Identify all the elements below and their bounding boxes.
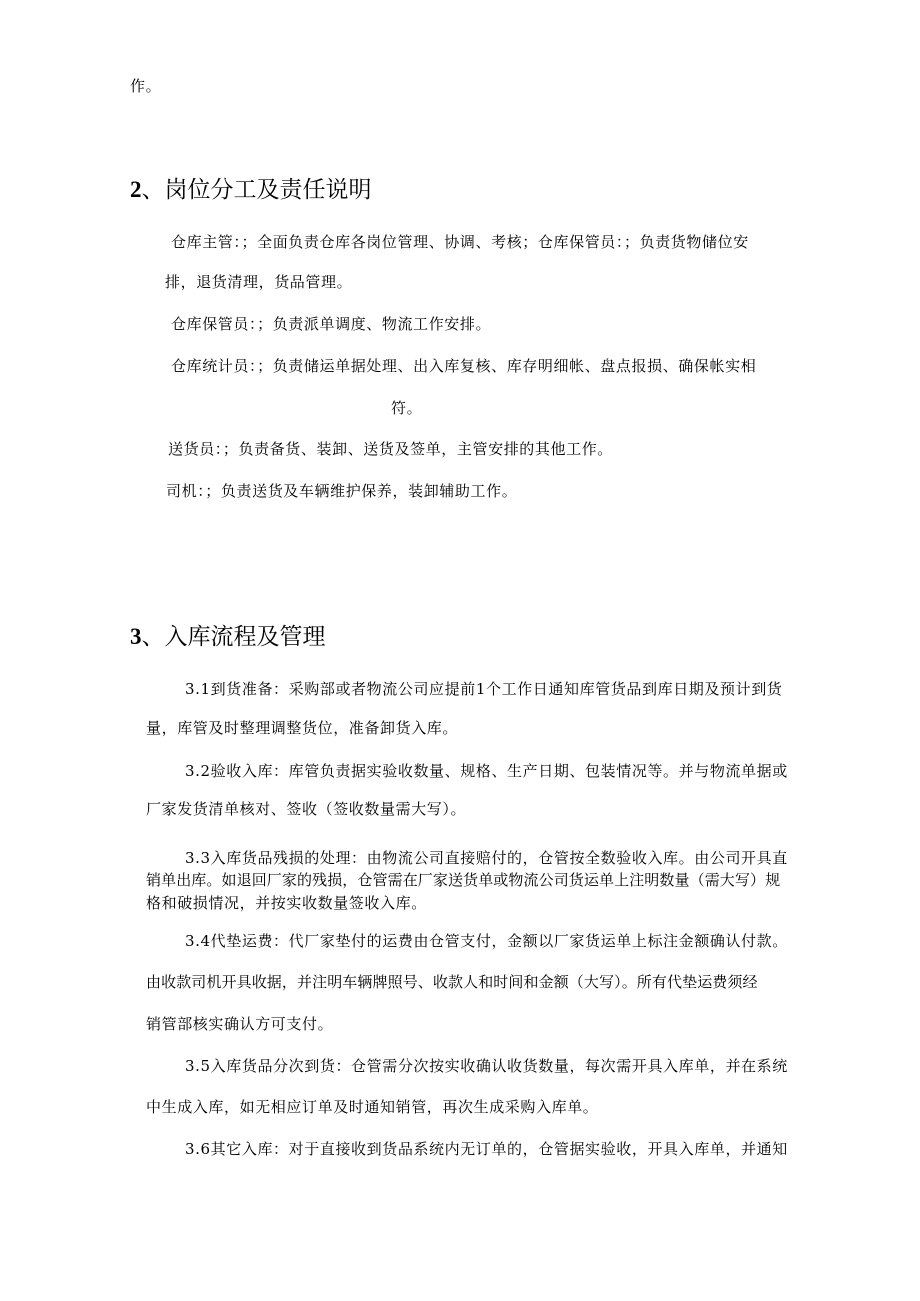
section-2-heading xyxy=(130,175,372,205)
paragraph-line: 仓库主管：；全面负责仓库各岗位管理、协调、考核；仓库保管员：；负责货物储位安 xyxy=(171,233,749,251)
paragraph-line: 3.3入库货品残损的处理：由物流公司直接赔付的，仓管按全数验收入库。由公司开具直 xyxy=(185,849,788,867)
paragraph-line: 格和破损情况，并按实收数量签收入库。 xyxy=(146,894,427,912)
section-3-number: 3 xyxy=(130,624,142,649)
paragraph-line: 3.5入库货品分次到货：仓管需分次按实收确认收货数量，每次需开具入库单，并在系统 xyxy=(185,1057,788,1075)
continued-text-fragment: 作。 xyxy=(130,77,162,95)
paragraph-line: 3.4代垫运费：代厂家垫付的运费由仓管支付，金额以厂家货运单上标注金额确认付款。 xyxy=(185,932,788,950)
paragraph-line: 由收款司机开具收据，并注明车辆牌照号、收款人和时间和金额（大写）。所有代垫运费须经 xyxy=(146,973,758,991)
paragraph-line: 厂家发货清单核对、签收（签收数量需大写）。 xyxy=(146,800,467,818)
paragraph-line: 销单出库。如退回厂家的残损，仓管需在厂家送货单或物流公司货运单上注明数量（需大写）规 xyxy=(146,871,781,889)
paragraph-line: 3.6其它入库：对于直接收到货品系统内无订单的，仓管据实验收，开具入库单，并通知 xyxy=(185,1140,788,1158)
paragraph-line: 排，退货清理，货品管理。 xyxy=(165,273,353,291)
section-3-title: 、入库流程及管理 xyxy=(141,624,326,650)
paragraph-line: 中生成入库，如无相应订单及时通知销管，再次生成采购入库单。 xyxy=(146,1098,599,1116)
paragraph-line: 3.1到货准备：采购部或者物流公司应提前1个工作日通知库管货品到库日期及预计到货 xyxy=(185,680,783,698)
paragraph-line: 销管部核实确认方可支付。 xyxy=(146,1015,334,1033)
section-3-heading xyxy=(130,622,326,652)
paragraph-line: 司机：；负责送货及车辆维护保养，装卸辅助工作。 xyxy=(166,482,518,500)
section-2-number: 2 xyxy=(130,177,142,202)
paragraph-line: 量，库管及时整理调整货位，准备卸货入库。 xyxy=(146,719,459,737)
section-2-title: 、岗位分工及责任说明 xyxy=(141,177,372,203)
paragraph-line: 符。 xyxy=(391,399,423,417)
paragraph-line: 送货员：；负责备货、装卸、送货及签单，主管安排的其他工作。 xyxy=(168,440,613,458)
paragraph-line: 仓库保管员：；负责派单调度、物流工作安排。 xyxy=(171,315,492,333)
paragraph-line: 仓库统计员：；负责储运单据处理、出入库复核、库存明细帐、盘点报损、确保帐实相 xyxy=(171,357,757,375)
paragraph-line: 3.2验收入库：库管负责据实验收数量、规格、生产日期、包装情况等。并与物流单据或 xyxy=(185,762,788,780)
